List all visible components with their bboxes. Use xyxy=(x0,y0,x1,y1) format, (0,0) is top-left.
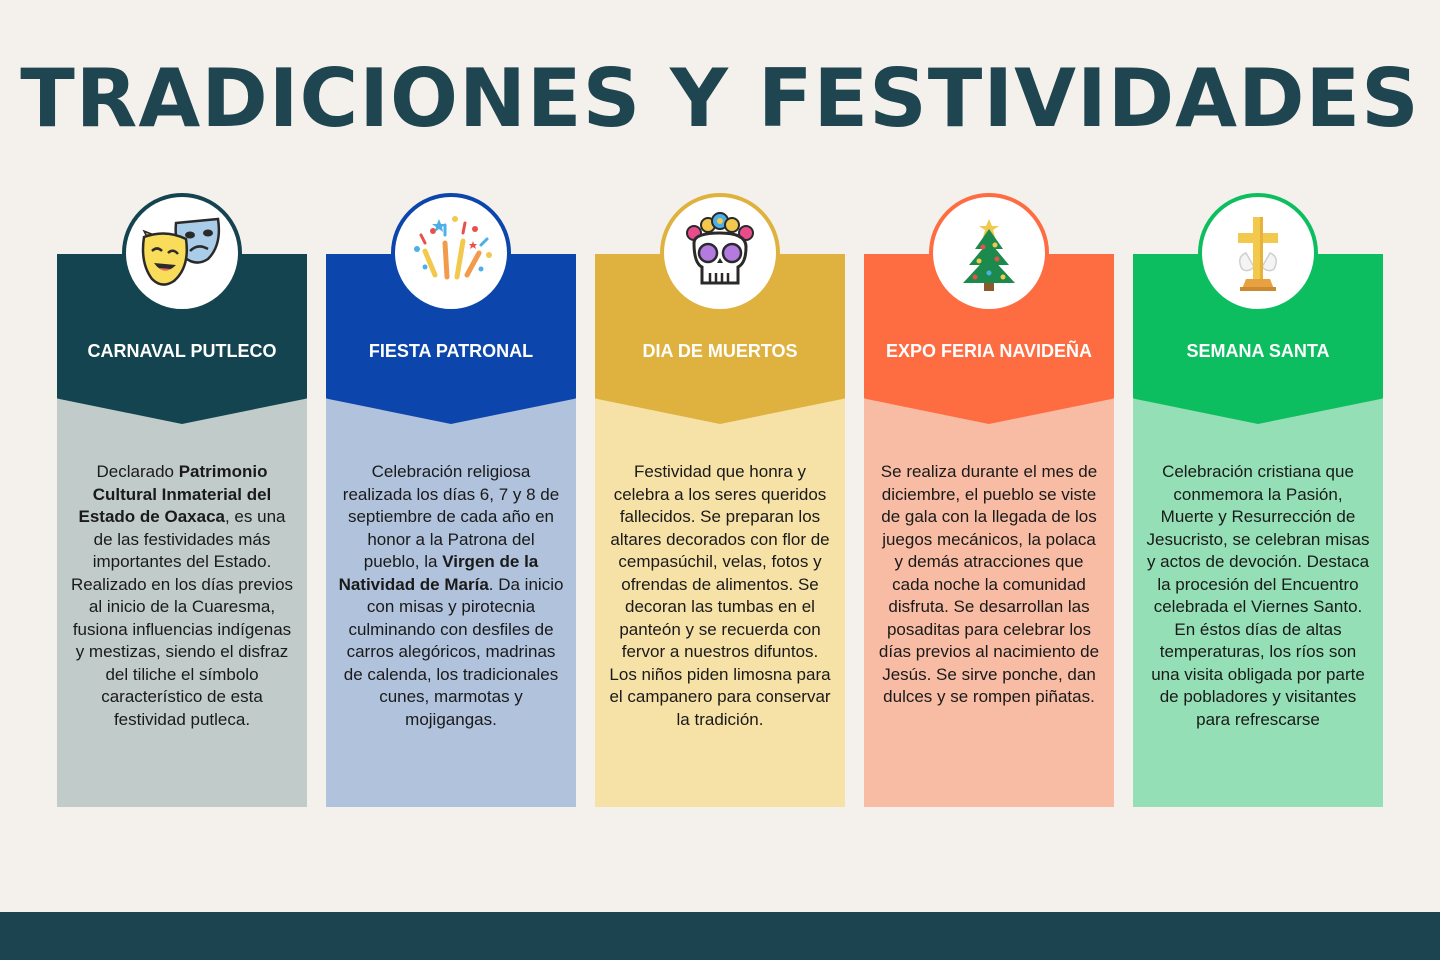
christmas-tree-icon xyxy=(933,197,1045,309)
icon-badge xyxy=(1198,193,1318,313)
cross-icon xyxy=(1202,197,1314,309)
card-title: EXPO FERIA NAVIDEÑA xyxy=(885,341,1093,361)
card-description: Celebración cristiana que conmemora la Pasión, Muerte y Resurrección de Jesucristo, se celebran misas y actos de devoción. Destaca la procesión del Encuentro celebrada el Viernes Santo. En éstos días de altas temperaturas, los ríos son una visita obligada por parte de pobladores y visitantes para refrescarse xyxy=(1146,462,1370,729)
theater-masks-icon xyxy=(126,197,238,309)
card-title: DIA DE MUERTOS xyxy=(642,341,798,361)
page-title: TRADICIONES Y FESTIVIDADES xyxy=(20,52,1420,145)
card-description: Se realiza durante el mes de diciembre, el pueblo se viste de gala con la llegada de los juegos mecánicos, la polaca y demás atracciones que cada noche la comunidad disfruta. Se desarrollan las posaditas para celebrar los días previos al nacimiento de Jesús. Se sirve ponche, dan dulces y se rompen piñatas. xyxy=(878,462,1100,706)
card-fiesta-patronal xyxy=(326,254,576,807)
card-title: SEMANA SANTA xyxy=(1186,341,1330,361)
icon-badge xyxy=(391,193,511,313)
card-description: Festividad que honra y celebra a los seres queridos fallecidos. Se preparan los altares decorados con flor de cempasúchil, velas, fotos y ofrendas de alimentos. Se decoran las tumbas en el panteón y se recuerda con fervor a nuestros difuntos. Los niños piden limosna para el campanero para conservar la tradición. xyxy=(609,462,831,729)
sugar-skull-icon xyxy=(664,197,776,309)
icon-badge xyxy=(929,193,1049,313)
card-description: Declarado Patrimonio Cultural Inmaterial del Estado de Oaxaca, es una de las festividades más importantes del Estado. Realizado en los días previos al inicio de la Cuaresma, fusiona influencias indígenas y mestizas, siendo el disfraz del tiliche el símbolo característico de esta festividad putleca. xyxy=(70,462,294,729)
card-dia-de-muertos xyxy=(595,254,845,807)
card-title: FIESTA PATRONAL xyxy=(368,341,534,361)
card-semana-santa xyxy=(1133,254,1383,807)
icon-badge xyxy=(122,193,242,313)
card-title: CARNAVAL PUTLECO xyxy=(87,341,277,361)
footer-bar xyxy=(0,912,1440,960)
fireworks-icon xyxy=(395,197,507,309)
card-description: Celebración religiosa realizada los días 6, 7 y 8 de septiembre de cada año en honor a la Patrona del pueblo, la Virgen de la Natividad de María. Da inicio con misas y pirotecnia culminando con desfiles de carros alegóricos, madrinas de calenda, los tradicionales cunes, marmotas y mojigangas. xyxy=(338,462,564,729)
icon-badge xyxy=(660,193,780,313)
card-expo-feria-navidena xyxy=(864,254,1114,807)
card-carnaval-putleco xyxy=(57,254,307,807)
